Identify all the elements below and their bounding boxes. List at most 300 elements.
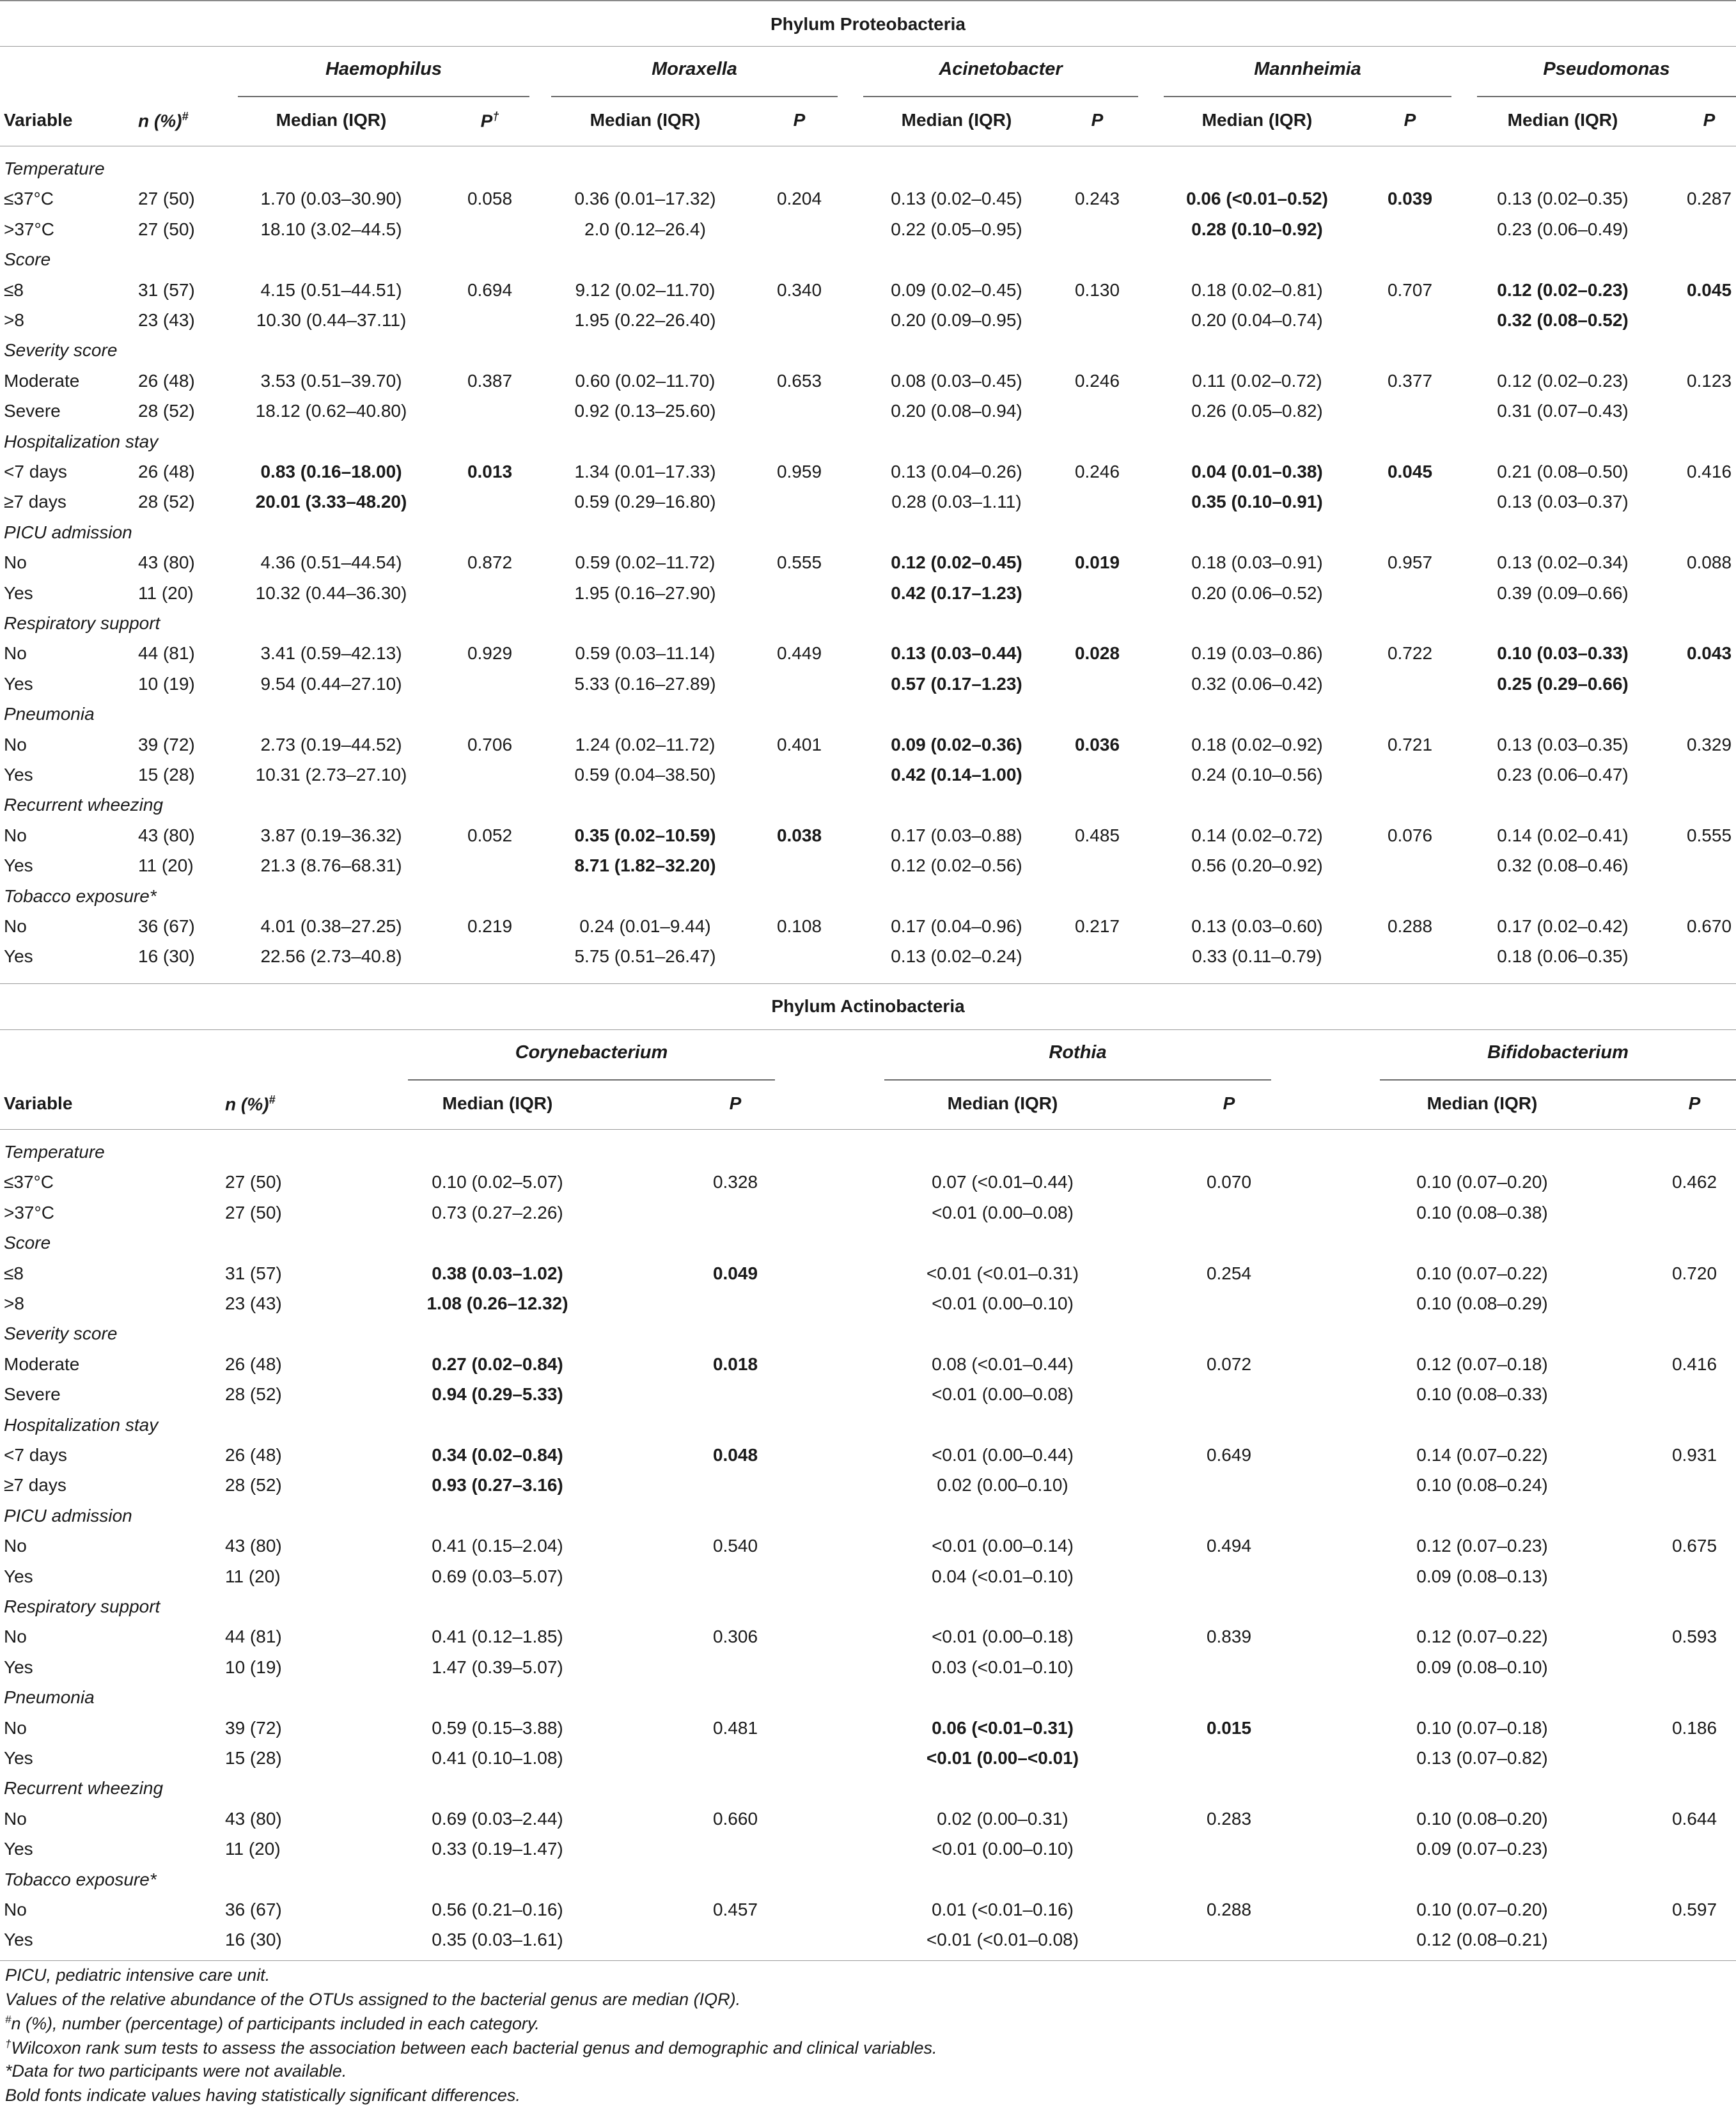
median-value: 18.10 (3.02–44.5)	[260, 219, 402, 239]
median-value: 0.19 (0.03–0.86)	[1191, 643, 1323, 664]
footnote	[5, 1990, 740, 2010]
median-value: 0.14 (0.02–0.41)	[1497, 825, 1629, 845]
col-header-median: Median (IQR)	[442, 1093, 553, 1113]
header-bottom-rule	[0, 1129, 1736, 1130]
p-value: 0.287	[1686, 189, 1732, 209]
median-value: 0.24 (0.10–0.56)	[1191, 765, 1323, 785]
col-header-median: Median (IQR)	[1427, 1093, 1538, 1113]
median-value: 0.32 (0.06–0.42)	[1191, 673, 1323, 694]
median-value: 1.70 (0.03–30.90)	[260, 189, 402, 209]
col-header-median: Median (IQR)	[1507, 110, 1618, 130]
p-value: 0.130	[1074, 279, 1120, 300]
row-label: >37°C	[4, 1202, 54, 1222]
median-value: 0.09 (0.08–0.10)	[1416, 1657, 1548, 1677]
p-value: 0.186	[1671, 1717, 1717, 1738]
n-value: 36 (67)	[138, 916, 195, 936]
n-value: 10 (19)	[138, 673, 195, 694]
median-value: 0.12 (0.07–0.23)	[1416, 1536, 1548, 1556]
median-value: 10.31 (2.73–27.10)	[255, 765, 407, 785]
p-value: 0.670	[1686, 916, 1732, 936]
median-value: 0.32 (0.08–0.46)	[1497, 855, 1629, 876]
median-value: 8.71 (1.82–32.20)	[574, 855, 716, 876]
footnote-text: PICU, pediatric intensive care unit.	[5, 1965, 270, 1985]
n-value: 26 (48)	[138, 370, 195, 391]
median-value: 0.10 (0.07–0.22)	[1416, 1263, 1548, 1283]
median-value: 0.33 (0.11–0.79)	[1192, 946, 1322, 967]
median-value: 0.35 (0.10–0.91)	[1191, 492, 1323, 512]
genus-underline	[884, 1079, 1271, 1081]
p-value: 0.018	[712, 1354, 758, 1374]
n-value: 39 (72)	[225, 1717, 282, 1738]
n-value: 28 (52)	[225, 1384, 282, 1405]
median-value: 0.13 (0.03–0.60)	[1191, 916, 1323, 936]
col-header-n-sup: #	[269, 1093, 276, 1106]
genus-header-acinetobacter: Acinetobacter	[939, 59, 1063, 79]
median-value: 0.92 (0.13–25.60)	[574, 401, 716, 421]
group-label: Score	[4, 249, 51, 270]
median-value: 0.08 (0.03–0.45)	[891, 370, 1022, 391]
p-value: 0.481	[712, 1717, 758, 1738]
p-value: 0.457	[712, 1900, 758, 1919]
genus-header-corynebacterium: Corynebacterium	[515, 1042, 668, 1063]
median-value: 0.02 (0.00–0.10)	[937, 1475, 1068, 1495]
p-value: 0.019	[1074, 552, 1120, 573]
p-value: 0.721	[1387, 734, 1433, 754]
n-value: 27 (50)	[138, 189, 195, 209]
median-value: 0.10 (0.03–0.33)	[1497, 643, 1629, 664]
group-label: Temperature	[4, 159, 105, 178]
median-value: 0.27 (0.02–0.84)	[432, 1354, 563, 1374]
median-value: 2.0 (0.12–26.4)	[584, 219, 706, 239]
median-value: 0.18 (0.02–0.81)	[1191, 279, 1323, 300]
n-value: 27 (50)	[225, 1172, 282, 1192]
p-value: 0.377	[1387, 370, 1433, 391]
row-label: Yes	[4, 946, 33, 967]
p-value: 0.070	[1206, 1172, 1252, 1192]
p-value: 0.449	[776, 643, 822, 664]
median-value: 0.18 (0.03–0.91)	[1191, 552, 1323, 573]
row-label: ≤8	[4, 279, 24, 300]
row-label: Yes	[4, 1566, 33, 1586]
median-value: 0.09 (0.02–0.36)	[891, 734, 1022, 754]
p-value: 0.045	[1387, 462, 1433, 481]
n-value: 27 (50)	[225, 1202, 282, 1222]
p-value: 0.494	[1206, 1536, 1252, 1556]
median-value: 0.21 (0.08–0.50)	[1497, 462, 1629, 481]
p-value: 0.707	[1387, 279, 1433, 300]
row-label: Severe	[4, 1384, 61, 1405]
median-value: 0.20 (0.09–0.95)	[891, 310, 1022, 330]
n-value: 31 (57)	[225, 1263, 282, 1283]
genus-underline	[863, 96, 1138, 97]
median-value: 0.56 (0.21–0.16)	[432, 1900, 563, 1919]
median-value: 0.24 (0.01–9.44)	[579, 916, 711, 936]
median-value: 0.12 (0.02–0.23)	[1497, 279, 1629, 300]
median-value: 3.87 (0.19–36.32)	[260, 825, 402, 845]
median-value: 0.12 (0.08–0.21)	[1416, 1930, 1548, 1950]
footnote-text: n (%), number (percentage) of participants included in each category.	[11, 2014, 540, 2033]
median-value: 0.69 (0.03–5.07)	[432, 1566, 563, 1586]
p-value: 0.644	[1671, 1808, 1717, 1829]
median-value: 0.17 (0.03–0.88)	[891, 825, 1022, 845]
genus-underline	[408, 1079, 775, 1081]
row-label: No	[4, 825, 27, 845]
median-value: 0.03 (<0.01–0.10)	[932, 1657, 1074, 1677]
median-value: 0.35 (0.02–10.59)	[574, 825, 716, 845]
row-label: Yes	[4, 673, 33, 694]
p-value: 0.038	[776, 825, 822, 845]
n-value: 16 (30)	[138, 946, 195, 967]
row-label: <7 days	[4, 462, 67, 481]
genus-header-moraxella: Moraxella	[652, 59, 737, 79]
median-value: 0.41 (0.12–1.85)	[432, 1627, 563, 1647]
p-value: 0.045	[1686, 279, 1732, 300]
median-value: 0.41 (0.15–2.04)	[432, 1536, 563, 1556]
row-label: >8	[4, 310, 24, 330]
median-value: 10.32 (0.44–36.30)	[255, 582, 407, 603]
row-label: >8	[4, 1293, 24, 1313]
median-value: 9.12 (0.02–11.70)	[575, 279, 716, 300]
col-header-median: Median (IQR)	[276, 110, 387, 130]
title-rule	[0, 46, 1736, 47]
median-value: 1.08 (0.26–12.32)	[426, 1293, 568, 1313]
genus-header-rothia: Rothia	[1049, 1042, 1107, 1063]
median-value: 0.12 (0.02–0.45)	[891, 552, 1022, 573]
row-label: Yes	[4, 765, 33, 785]
col-header-p-text: P	[480, 111, 493, 131]
phylum-title: Phylum Actinobacteria	[771, 996, 965, 1016]
median-value: 0.13 (0.07–0.82)	[1416, 1748, 1548, 1768]
group-label: Tobacco exposure*	[4, 886, 157, 906]
median-value: 0.59 (0.29–16.80)	[574, 492, 716, 512]
p-value: 0.217	[1074, 916, 1120, 936]
n-value: 28 (52)	[138, 401, 195, 421]
footnote-text: Values of the relative abundance of the OTUs assigned to the bacterial genus are median (IQR).	[5, 1989, 741, 2009]
median-value: 0.12 (0.07–0.22)	[1416, 1627, 1548, 1647]
median-value: 0.28 (0.03–1.11)	[891, 492, 1022, 512]
p-value: 0.328	[712, 1172, 758, 1192]
median-value: 3.53 (0.51–39.70)	[260, 370, 402, 391]
n-value: 23 (43)	[138, 310, 195, 330]
median-value: <0.01 (0.00–0.08)	[932, 1384, 1074, 1405]
median-value: 0.20 (0.06–0.52)	[1191, 582, 1323, 603]
footnote	[5, 1965, 270, 1985]
n-value: 36 (67)	[225, 1900, 282, 1919]
median-value: 2.73 (0.19–44.52)	[260, 734, 402, 754]
p-value: 0.013	[467, 462, 513, 481]
median-value: 0.42 (0.14–1.00)	[891, 765, 1022, 785]
median-value: 1.34 (0.01–17.33)	[574, 462, 716, 481]
median-value: 0.41 (0.10–1.08)	[432, 1748, 563, 1768]
median-value: 4.36 (0.51–44.54)	[260, 552, 402, 573]
median-value: <0.01 (0.00–0.08)	[932, 1202, 1074, 1222]
col-header-median: Median (IQR)	[1201, 110, 1313, 130]
n-value: 43 (80)	[138, 825, 195, 845]
genus-underline	[1380, 1079, 1736, 1081]
median-value: 0.18 (0.02–0.92)	[1191, 734, 1323, 754]
median-value: 0.13 (0.03–0.37)	[1497, 492, 1629, 512]
footnote-text: Bold fonts indicate values having statistically significant differences.	[5, 2085, 520, 2105]
p-value: 0.706	[467, 734, 513, 754]
group-label: Hospitalization stay	[4, 431, 159, 451]
p-value: 0.204	[776, 189, 822, 209]
median-value: 0.10 (0.02–5.07)	[432, 1172, 563, 1192]
median-value: 0.08 (<0.01–0.44)	[932, 1354, 1074, 1374]
median-value: 0.10 (0.07–0.20)	[1416, 1900, 1548, 1919]
median-value: 0.20 (0.08–0.94)	[891, 401, 1022, 421]
median-value: 0.14 (0.02–0.72)	[1191, 825, 1323, 845]
median-value: 20.01 (3.33–48.20)	[255, 492, 407, 512]
median-value: <0.01 (0.00–0.10)	[932, 1293, 1074, 1313]
group-label: PICU admission	[4, 522, 132, 542]
p-value: 0.072	[1206, 1354, 1252, 1374]
row-label: ≤37°C	[4, 189, 54, 209]
p-value: 0.387	[467, 370, 513, 391]
median-value: 0.12 (0.07–0.18)	[1416, 1354, 1548, 1374]
genus-underline	[1477, 96, 1736, 97]
row-label: Moderate	[4, 370, 80, 391]
p-value: 0.555	[776, 552, 822, 573]
median-value: <0.01 (<0.01–0.31)	[926, 1263, 1079, 1283]
p-value: 0.649	[1206, 1445, 1252, 1465]
p-value: 0.329	[1686, 734, 1732, 754]
group-label: Pneumonia	[4, 1687, 95, 1708]
n-value: 23 (43)	[225, 1293, 282, 1313]
group-label: Temperature	[4, 1142, 105, 1162]
n-value: 15 (28)	[225, 1748, 282, 1768]
p-value: 0.123	[1686, 370, 1732, 391]
footnote-text: *Data for two participants were not available.	[5, 2061, 347, 2081]
col-header-p-text: P	[1223, 1093, 1235, 1113]
footnote-marker: †	[5, 2037, 12, 2050]
row-label: ≤8	[4, 1263, 24, 1283]
col-header-n	[225, 1093, 275, 1114]
p-value: 0.015	[1206, 1717, 1252, 1738]
row-label: No	[4, 552, 27, 573]
median-value: 0.22 (0.05–0.95)	[891, 219, 1022, 239]
median-value: 0.10 (0.08–0.33)	[1416, 1384, 1548, 1405]
median-value: 0.23 (0.06–0.47)	[1497, 765, 1629, 785]
col-header-median: Median (IQR)	[901, 110, 1012, 130]
p-value: 0.219	[467, 916, 513, 936]
median-value: 0.09 (0.08–0.13)	[1416, 1566, 1548, 1586]
median-value: 0.10 (0.08–0.29)	[1416, 1293, 1548, 1313]
median-value: 0.13 (0.02–0.24)	[891, 946, 1022, 967]
median-value: 0.56 (0.20–0.92)	[1191, 855, 1323, 876]
footnote	[5, 2038, 937, 2058]
median-value: 0.02 (0.00–0.31)	[937, 1808, 1068, 1829]
p-value: 0.931	[1671, 1445, 1717, 1465]
n-value: 44 (81)	[138, 643, 195, 664]
group-label: Score	[4, 1233, 51, 1253]
p-value: 0.043	[1686, 643, 1732, 664]
phylum-title: Phylum Proteobacteria	[770, 14, 966, 34]
footnote	[5, 2061, 347, 2081]
median-value: <0.01 (0.00–0.14)	[932, 1536, 1074, 1556]
n-value: 26 (48)	[138, 462, 195, 481]
median-value: <0.01 (<0.01–0.08)	[926, 1930, 1079, 1950]
median-value: 0.10 (0.07–0.18)	[1416, 1717, 1548, 1738]
p-value: 0.872	[467, 552, 513, 573]
col-header-n-sup: #	[182, 110, 189, 123]
median-value: 0.59 (0.15–3.88)	[432, 1717, 563, 1738]
n-value: 16 (30)	[225, 1930, 282, 1950]
n-value: 31 (57)	[138, 279, 195, 300]
group-label: Pneumonia	[4, 704, 95, 724]
median-value: 0.18 (0.06–0.35)	[1497, 946, 1629, 967]
p-value: 0.288	[1206, 1900, 1252, 1919]
p-value: 0.597	[1671, 1900, 1717, 1919]
median-value: 0.12 (0.02–0.23)	[1497, 370, 1629, 391]
col-header-median: Median (IQR)	[590, 110, 701, 130]
n-value: 15 (28)	[138, 765, 195, 785]
median-value: 1.24 (0.02–11.72)	[575, 734, 716, 754]
p-value: 0.694	[467, 279, 513, 300]
p-value: 0.036	[1074, 734, 1120, 754]
median-value: 0.07 (<0.01–0.44)	[932, 1172, 1074, 1192]
p-value: 0.660	[712, 1808, 758, 1829]
n-value: 11 (20)	[225, 1566, 281, 1586]
median-value: 0.59 (0.04–38.50)	[574, 765, 716, 785]
p-value: 0.283	[1206, 1808, 1252, 1829]
p-value: 0.254	[1206, 1263, 1252, 1283]
genus-header-mannheimia: Mannheimia	[1254, 59, 1361, 79]
median-value: 0.83 (0.16–18.00)	[260, 462, 402, 481]
group-label: Hospitalization stay	[4, 1414, 159, 1435]
col-header-p-text: P	[1688, 1093, 1701, 1113]
p-value: 0.246	[1074, 462, 1120, 481]
median-value: 0.01 (<0.01–0.16)	[932, 1900, 1074, 1919]
row-label: Yes	[4, 1748, 33, 1768]
median-value: 5.33 (0.16–27.89)	[574, 673, 716, 694]
median-value: 0.32 (0.08–0.52)	[1497, 310, 1629, 330]
p-value: 0.246	[1074, 370, 1120, 391]
row-label: No	[4, 1717, 27, 1738]
row-label: Moderate	[4, 1354, 80, 1374]
p-value: 0.306	[712, 1627, 758, 1647]
median-value: 0.04 (<0.01–0.10)	[932, 1566, 1074, 1586]
footnote-text: Wilcoxon rank sum tests to assess the association between each bacterial genus and demographic and clinical variables.	[11, 2038, 937, 2057]
p-value: 0.555	[1686, 825, 1732, 845]
row-label: ≥7 days	[4, 1475, 66, 1495]
genus-header-haemophilus: Haemophilus	[325, 59, 442, 79]
median-value: 22.56 (2.73–40.8)	[260, 946, 402, 967]
col-header-variable: Variable	[4, 110, 73, 130]
footnote-marker: #	[5, 2013, 12, 2026]
col-header-variable: Variable	[4, 1093, 73, 1113]
genus-underline	[551, 96, 838, 97]
median-value: 0.12 (0.02–0.56)	[891, 855, 1022, 876]
row-label: No	[4, 916, 27, 936]
row-label: ≥7 days	[4, 492, 66, 512]
median-value: 0.25 (0.29–0.66)	[1497, 673, 1629, 694]
median-value: 0.23 (0.06–0.49)	[1497, 219, 1629, 239]
row-label: Yes	[4, 1930, 33, 1950]
median-value: 0.10 (0.08–0.20)	[1416, 1808, 1548, 1829]
median-value: 0.14 (0.07–0.22)	[1416, 1445, 1548, 1465]
p-value: 0.462	[1671, 1172, 1717, 1192]
p-value: 0.340	[776, 279, 822, 300]
row-label: >37°C	[4, 219, 54, 239]
col-header-median: Median (IQR)	[947, 1093, 1058, 1113]
median-value: 0.09 (0.02–0.45)	[891, 279, 1022, 300]
genus-header-bifidobacterium: Bifidobacterium	[1487, 1042, 1629, 1063]
p-value: 0.839	[1206, 1627, 1252, 1647]
row-label: Yes	[4, 1839, 33, 1859]
median-value: 0.35 (0.03–1.61)	[432, 1930, 563, 1950]
title-rule	[0, 1029, 1736, 1030]
row-label: No	[4, 734, 27, 754]
p-value: 0.722	[1387, 643, 1433, 664]
p-value: 0.720	[1671, 1263, 1717, 1283]
p-value: 0.039	[1387, 189, 1433, 209]
p-value: 0.108	[776, 916, 822, 936]
median-value: <0.01 (0.00–<0.01)	[926, 1748, 1079, 1768]
median-value: 0.34 (0.02–0.84)	[432, 1445, 563, 1465]
n-value: 11 (20)	[138, 855, 194, 876]
col-header-p-sup: †	[492, 110, 499, 123]
p-value: 0.052	[467, 825, 513, 845]
row-label: No	[4, 1808, 27, 1829]
median-value: 0.60 (0.02–11.70)	[575, 370, 716, 391]
group-label: Recurrent wheezing	[4, 795, 164, 815]
median-value: 0.10 (0.08–0.38)	[1416, 1202, 1548, 1222]
median-value: 0.57 (0.17–1.23)	[891, 673, 1022, 694]
row-label: Yes	[4, 1657, 33, 1677]
group-label: Severity score	[4, 340, 118, 361]
group-label: Respiratory support	[4, 1597, 160, 1616]
median-value: 0.10 (0.07–0.20)	[1416, 1172, 1548, 1192]
median-value: <0.01 (0.00–0.10)	[932, 1839, 1074, 1859]
p-value: 0.593	[1671, 1627, 1717, 1647]
median-value: 0.17 (0.04–0.96)	[891, 916, 1022, 936]
median-value: 0.28 (0.10–0.92)	[1191, 219, 1323, 239]
table-top-rule	[0, 983, 1736, 984]
median-value: 3.41 (0.59–42.13)	[260, 643, 402, 664]
median-value: 0.94 (0.29–5.33)	[432, 1384, 563, 1405]
p-value: 0.485	[1074, 825, 1120, 845]
median-value: 0.31 (0.07–0.43)	[1497, 401, 1629, 421]
col-header-p-text: P	[729, 1093, 742, 1113]
p-value: 0.049	[712, 1263, 758, 1283]
table-bottom-rule	[0, 1960, 1736, 1961]
row-label: Severe	[4, 401, 61, 421]
median-value: 0.36 (0.01–17.32)	[574, 189, 716, 209]
col-header-n-text: n (%)	[138, 111, 182, 131]
median-value: 1.47 (0.39–5.07)	[432, 1657, 563, 1677]
median-value: 0.17 (0.02–0.42)	[1497, 916, 1629, 936]
median-value: 0.13 (0.04–0.26)	[891, 462, 1022, 481]
median-value: 0.11 (0.02–0.72)	[1192, 370, 1322, 391]
median-value: 1.95 (0.16–27.90)	[574, 582, 716, 603]
table-proteobacteria	[0, 0, 1736, 978]
p-value: 0.929	[467, 643, 513, 664]
col-header-p	[1503, 1093, 1736, 1114]
median-value: 0.04 (0.01–0.38)	[1191, 462, 1323, 481]
median-value: 9.54 (0.44–27.10)	[260, 673, 402, 694]
median-value: 4.15 (0.51–44.51)	[260, 279, 402, 300]
n-value: 26 (48)	[225, 1445, 282, 1465]
p-value: 0.416	[1671, 1354, 1717, 1374]
col-header-p-text: P	[1404, 110, 1416, 130]
group-label: Respiratory support	[4, 613, 160, 633]
n-value: 43 (80)	[225, 1808, 282, 1829]
median-value: 1.95 (0.22–26.40)	[574, 310, 716, 330]
col-header-p-text: P	[1091, 110, 1104, 130]
p-value: 0.959	[776, 462, 822, 481]
median-value: 0.39 (0.09–0.66)	[1497, 582, 1629, 603]
row-label: No	[4, 1536, 27, 1556]
